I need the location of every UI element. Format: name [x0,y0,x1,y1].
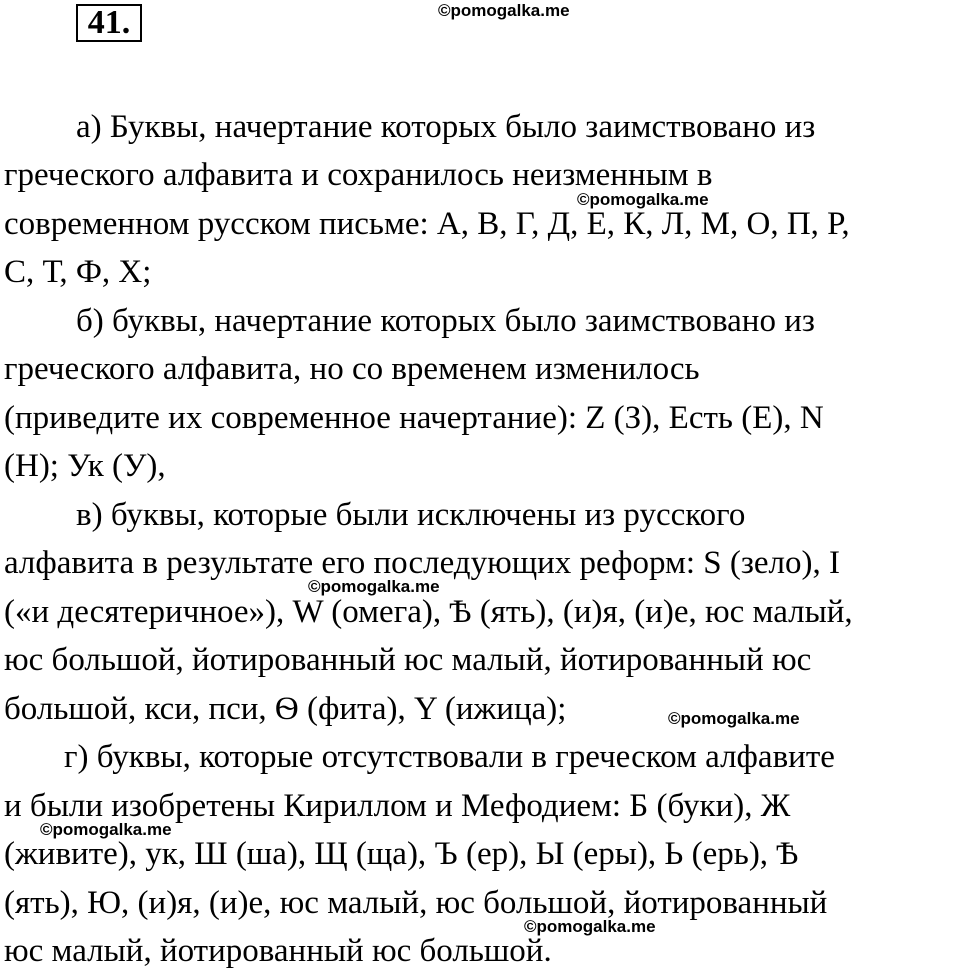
text-line-7: (приведите их современное начертание): Z (З), Есть (Е), N [4,400,824,436]
text-line-14: г) буквы, которые отсутствовали в греческом алфавите [64,739,835,775]
text-line-1: а) Буквы, начертание которых было заимствовано из [76,109,816,145]
watermark-overlay: ©pomogalka.me [308,577,440,596]
text-line-9: в) буквы, которые были исключены из русского [76,497,746,533]
text-line-8: (Н); Ук (У), [4,448,166,484]
text-line-11: («и десятеричное»), W (омега), Ѣ (ять), (и)я, (и)е, юс малый, [4,594,853,630]
text-line-16: (живите), ук, Ш (ша), Щ (ща), Ъ (ер), Ы (еры), Ь (ерь), Ѣ [4,836,799,872]
text-line-4: С, Т, Ф, Х; [4,254,152,290]
watermark-overlay: ©pomogalka.me [577,190,709,209]
watermark-overlay: ©pomogalka.me [524,917,656,936]
watermark-overlay: ©pomogalka.me [40,820,172,839]
text-line-17: (ять), Ю, (и)я, (и)е, юс малый, юс большой, йотированный [4,885,828,921]
task-number: 41. [76,4,142,42]
text-line-12: юс большой, йотированный юс малый, йотированный юс [4,642,812,678]
text-line-3: современном русском письме: А, В, Г, Д, Е, К, Л, М, О, П, Р, [4,206,850,242]
text-line-5: б) буквы, начертание которых было заимствовано из [76,303,815,339]
text-line-6: греческого алфавита, но со временем изменилось [4,351,700,387]
text-line-10: алфавита в результате его последующих реформ: S (зело), I [4,545,841,581]
text-line-13: большой, кси, пси, Ѳ (фита), Y (ижица); [4,691,567,727]
text-line-18: юс малый, йотированный юс большой. [4,933,552,969]
text-line-2: греческого алфавита и сохранилось неизменным в [4,157,713,193]
text-line-15: и были изобретены Кириллом и Мефодием: Б (буки), Ж [4,788,791,824]
watermark-top: ©pomogalka.me [438,1,570,20]
watermark-overlay: ©pomogalka.me [668,709,800,728]
